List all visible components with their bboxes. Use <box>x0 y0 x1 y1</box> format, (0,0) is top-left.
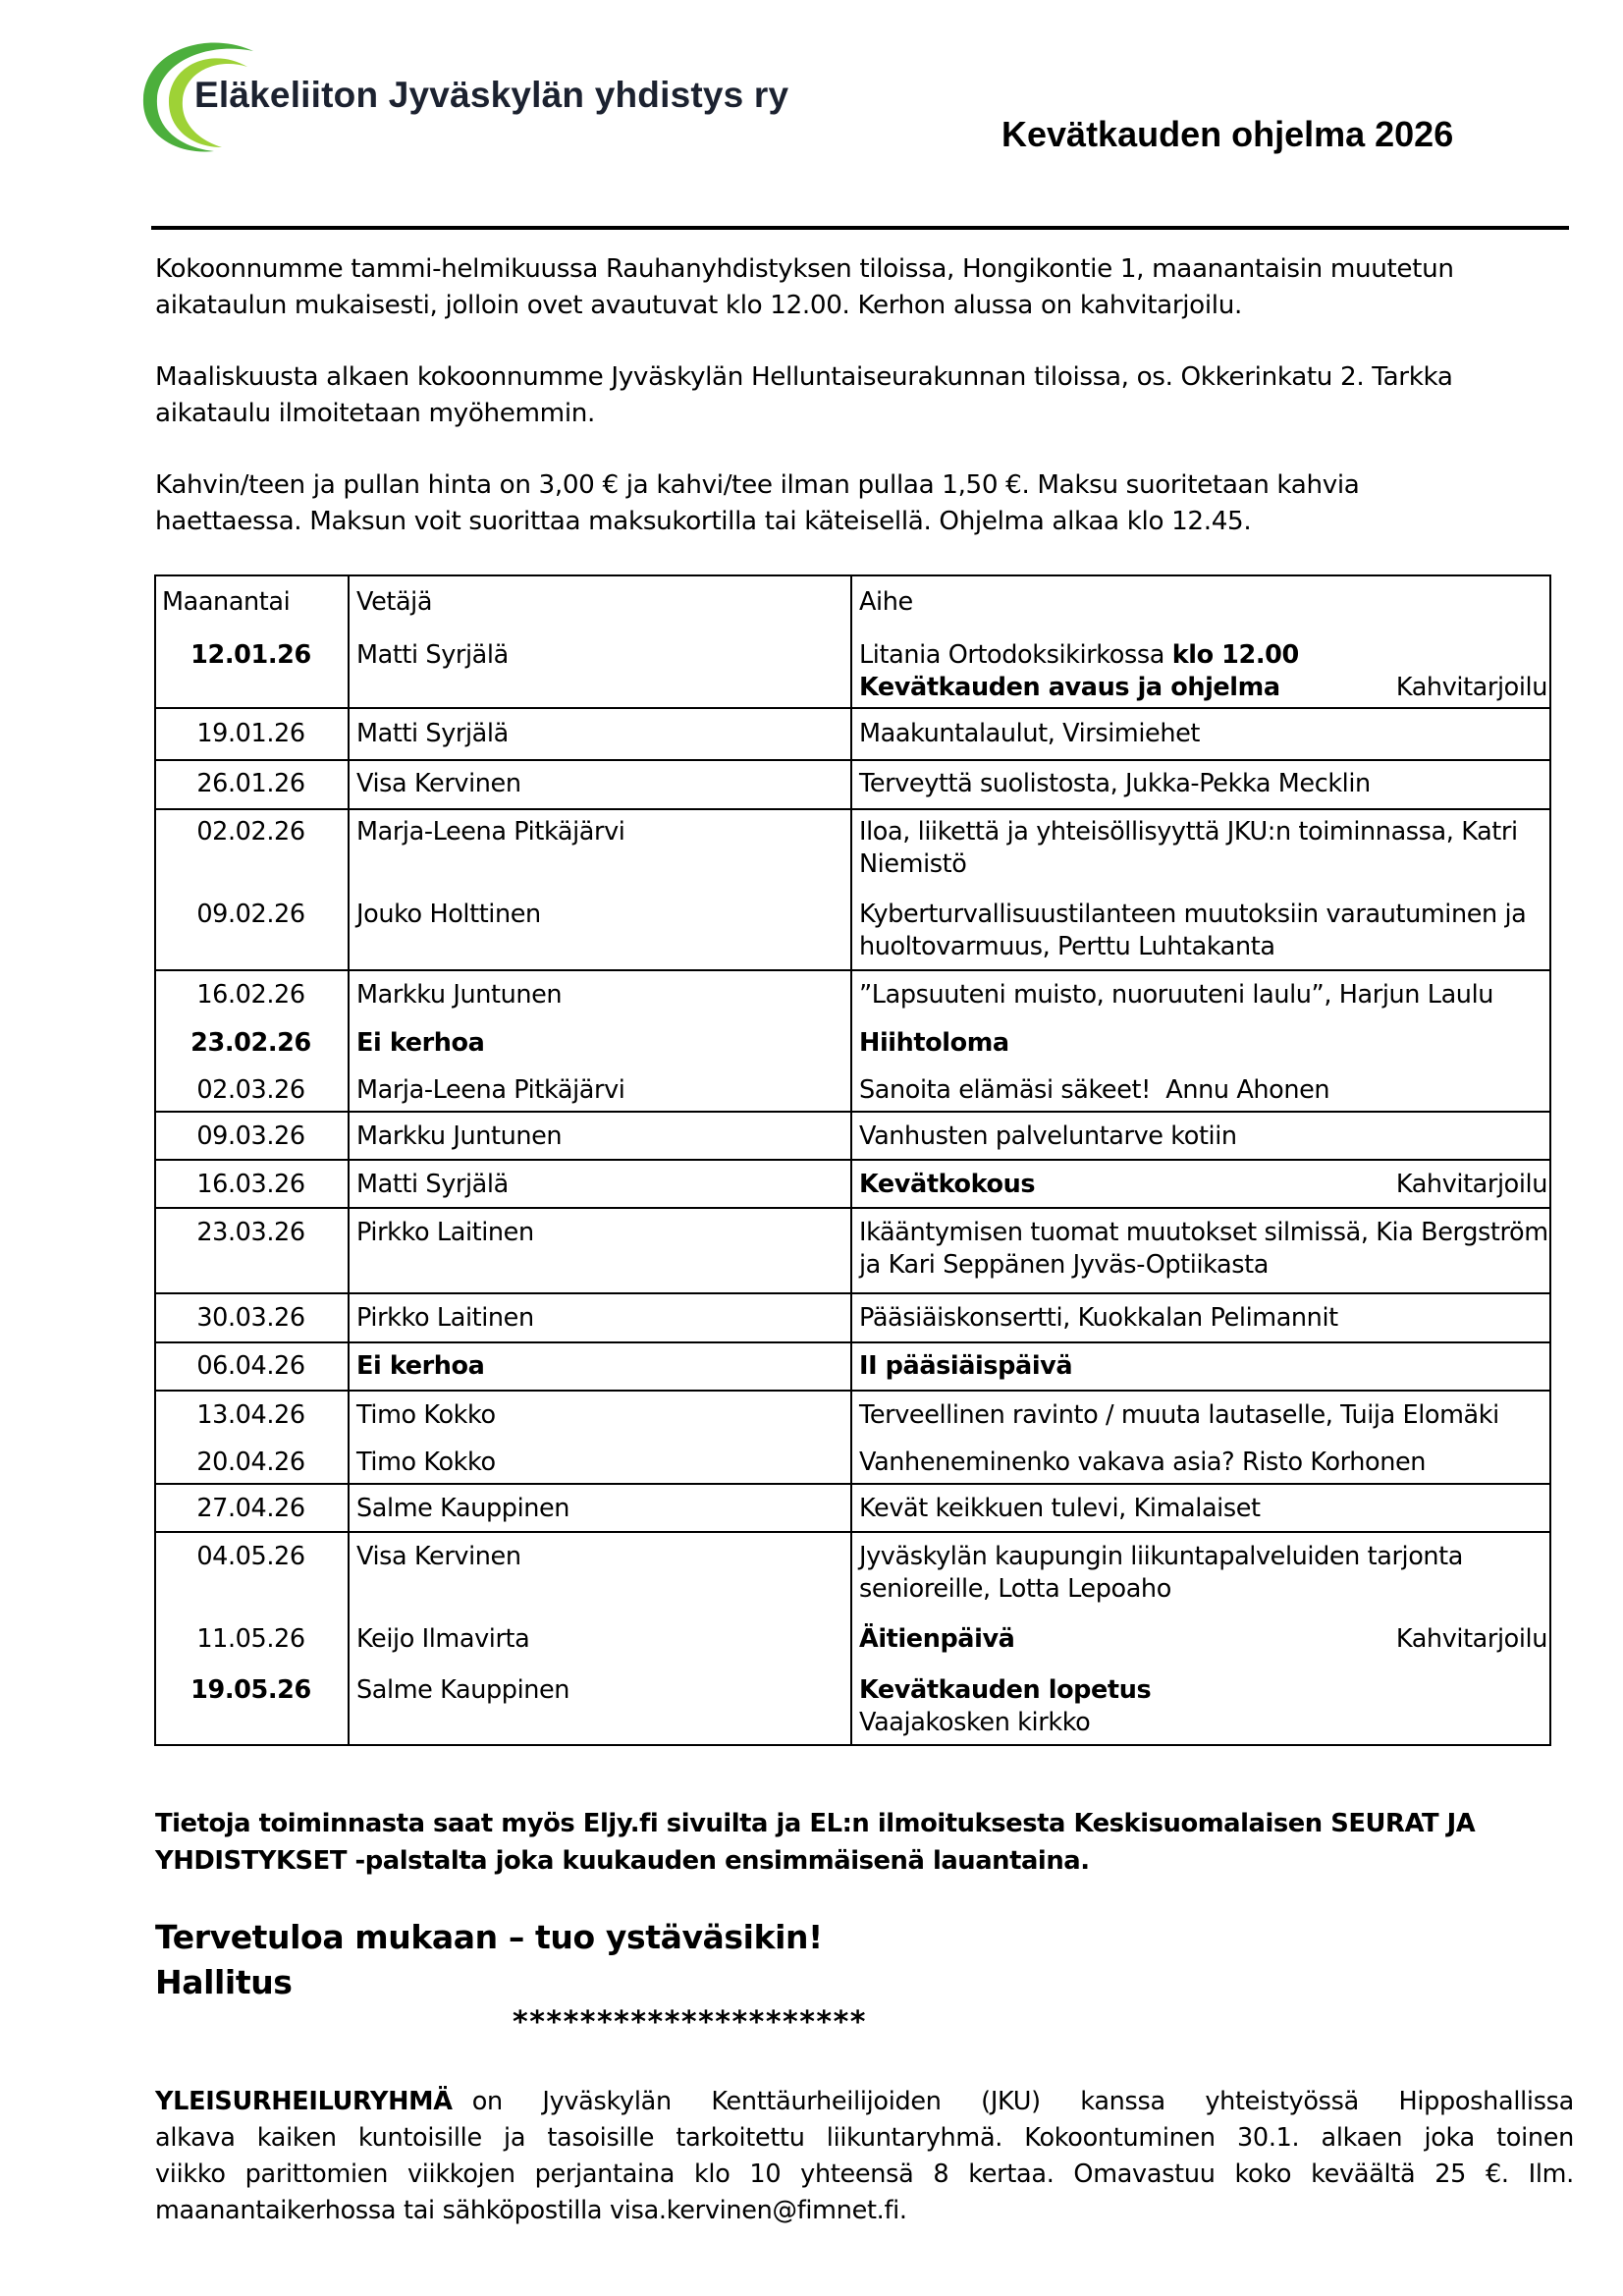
row-leader: Visa Kervinen <box>356 769 521 798</box>
row-leader: Matti Syrjälä <box>356 719 509 748</box>
row-divider <box>154 1341 1551 1343</box>
row-date: 26.01.26 <box>196 769 305 798</box>
section-title: YLEISURHEILURYHMÄ <box>155 2087 453 2116</box>
welcome-text: Tervetuloa mukaan – tuo ystäväsikin! <box>155 1918 823 1956</box>
row-coffee-note: Kahvitarjoilu <box>1395 673 1547 702</box>
organization-name: Eläkeliiton Jyväskylän yhdistys ry <box>194 75 789 115</box>
page-title: Kevätkauden ohjelma 2026 <box>1001 114 1454 154</box>
row-divider <box>154 1390 1551 1392</box>
row-topic-line2: ja Kari Seppänen Jyväs-Optiikasta <box>859 1250 1269 1280</box>
row-date: 23.03.26 <box>196 1218 305 1247</box>
row-leader: Timo Kokko <box>356 1400 496 1430</box>
paragraph-line <box>155 2120 1574 2157</box>
row-divider <box>154 1207 1551 1209</box>
row-topic-line2: Vaajakosken kirkko <box>859 1708 1091 1737</box>
intro-line: Maaliskuusta alkaen kokoonnumme Jyväskylän Helluntaiseurakunnan tiloissa, os. Okkerinkatu 2. Tarkka <box>155 362 1453 392</box>
row-date: 06.04.26 <box>196 1351 305 1381</box>
program-table <box>154 574 1551 1746</box>
row-topic: Kevätkokous <box>859 1170 1036 1199</box>
paragraph-text: maanantaikerhossa tai sähköpostilla visa.kervinen@fimnet.fi. <box>155 2196 907 2225</box>
row-topic: Hiihtoloma <box>859 1028 1009 1058</box>
row-leader: Marja-Leena Pitkäjärvi <box>356 1075 625 1105</box>
paragraph-text: alkava kaiken kuntoisille ja tasoisille tarkoitettu liikuntaryhmä. Kokoontuminen 30.1. alkaen joka toinen <box>155 2123 1574 2153</box>
separator-stars: ********************* <box>513 2005 867 2040</box>
row-divider <box>154 1483 1551 1485</box>
topic-text: Litania Ortodoksikirkossa <box>859 640 1172 670</box>
intro-line: Kokoonnumme tammi-helmikuussa Rauhanyhdistyksen tiloissa, Hongikontie 1, maanantaisin muutetun <box>155 254 1454 284</box>
row-topic <box>859 639 1299 672</box>
row-date: 02.02.26 <box>196 817 305 847</box>
paragraph-line <box>155 2157 1574 2193</box>
row-leader: Salme Kauppinen <box>356 1494 570 1523</box>
welcome-message <box>155 1915 823 2005</box>
row-coffee-note: Kahvitarjoilu <box>1395 1170 1547 1199</box>
row-topic-line2: Niemistö <box>859 849 967 879</box>
row-topic: Äitienpäivä <box>859 1624 1015 1654</box>
row-leader: Markku Juntunen <box>356 1121 563 1151</box>
row-date: 13.04.26 <box>196 1400 305 1430</box>
row-date: 12.01.26 <box>190 640 311 670</box>
intro-paragraph-meeting-place <box>155 251 1569 324</box>
row-date: 11.05.26 <box>196 1624 305 1654</box>
organization-logo <box>137 37 805 155</box>
row-leader: Keijo Ilmavirta <box>356 1624 530 1654</box>
row-leader: Marja-Leena Pitkäjärvi <box>356 817 625 847</box>
row-leader: Markku Juntunen <box>356 980 563 1010</box>
row-topic: Terveyttä suolistosta, Jukka-Pekka Mecklin <box>859 769 1371 798</box>
row-topic: Sanoita elämäsi säkeet! Annu Ahonen <box>859 1075 1330 1105</box>
column-header-leader: Vetäjä <box>356 587 433 617</box>
row-divider <box>154 759 1551 761</box>
intro-paragraph-march-location <box>155 359 1569 432</box>
row-topic-line2: huoltovarmuus, Perttu Luhtakanta <box>859 932 1275 961</box>
row-leader: Ei kerhoa <box>356 1028 485 1058</box>
row-leader: Pirkko Laitinen <box>356 1218 534 1247</box>
row-divider <box>154 707 1551 709</box>
row-topic: Iloa, liikettä ja yhteisöllisyyttä JKU:n toiminnassa, Katri <box>859 817 1518 847</box>
paragraph-text: viikko parittomien viikkojen perjantaina klo 10 yhteensä 8 kertaa. Omavastuu koko keväältä 25 €. Ilm. <box>155 2159 1574 2189</box>
row-date: 09.02.26 <box>196 900 305 929</box>
row-date: 16.02.26 <box>196 980 305 1010</box>
row-date: 02.03.26 <box>196 1075 305 1105</box>
row-date: 04.05.26 <box>196 1542 305 1571</box>
intro-line: aikataulun mukaisesti, jolloin ovet avautuvat klo 12.00. Kerhon alussa on kahvitarjoilu. <box>155 291 1242 320</box>
row-leader: Matti Syrjälä <box>356 1170 509 1199</box>
row-divider <box>154 808 1551 810</box>
row-date: 16.03.26 <box>196 1170 305 1199</box>
row-date: 20.04.26 <box>196 1448 305 1477</box>
row-topic: Maakuntalaulut, Virsimiehet <box>859 719 1200 748</box>
row-topic-line2: Kevätkauden avaus ja ohjelma <box>859 673 1280 702</box>
row-topic: II pääsiäispäivä <box>859 1351 1073 1381</box>
row-date: 19.05.26 <box>190 1675 311 1705</box>
intro-line: aikataulu ilmoitetaan myöhemmin. <box>155 399 595 428</box>
row-divider <box>154 1531 1551 1533</box>
row-divider <box>154 1159 1551 1161</box>
row-topic: Vanhusten palveluntarve kotiin <box>859 1121 1237 1151</box>
row-leader: Salme Kauppinen <box>356 1675 570 1705</box>
row-date: 30.03.26 <box>196 1303 305 1333</box>
row-date: 23.02.26 <box>190 1028 311 1058</box>
row-topic: ”Lapsuuteni muisto, nuoruuteni laulu”, Harjun Laulu <box>859 980 1494 1010</box>
row-divider <box>154 1111 1551 1113</box>
column-header-date: Maanantai <box>162 587 291 617</box>
paragraph-line <box>155 2193 1574 2229</box>
row-date: 19.01.26 <box>196 719 305 748</box>
table-border <box>154 574 1551 576</box>
signature: Hallitus <box>155 1963 293 2001</box>
intro-line: haettaessa. Maksun voit suorittaa maksukortilla tai käteisellä. Ohjelma alkaa klo 12.45. <box>155 507 1252 536</box>
row-topic: Ikääntymisen tuomat muutokset silmissä, Kia Bergström <box>859 1218 1548 1247</box>
row-topic: Pääsiäiskonsertti, Kuokkalan Pelimannit <box>859 1303 1338 1333</box>
paragraph-line <box>155 2084 1574 2120</box>
row-topic: Kevät keikkuen tulevi, Kimalaiset <box>859 1494 1261 1523</box>
topic-time: klo 12.00 <box>1171 640 1299 670</box>
paragraph-text: on Jyväskylän Kenttäurheilijoiden (JKU) kanssa yhteistyössä Hipposhallissa <box>471 2087 1574 2116</box>
row-topic: Kevätkauden lopetus <box>859 1675 1152 1705</box>
row-leader: Matti Syrjälä <box>356 640 509 670</box>
intro-line: Kahvin/teen ja pullan hinta on 3,00 € ja kahvi/tee ilman pullaa 1,50 €. Maksu suoritetaan kahvia <box>155 470 1360 500</box>
header-divider <box>151 226 1569 230</box>
row-leader: Ei kerhoa <box>356 1351 485 1381</box>
row-date: 09.03.26 <box>196 1121 305 1151</box>
info-line: YHDISTYKSET -palstalta joka kuukauden ensimmäisenä lauantaina. <box>155 1846 1090 1876</box>
info-notice <box>155 1805 1475 1880</box>
row-divider <box>154 969 1551 971</box>
info-line: Tietoja toiminnasta saat myös Eljy.fi sivuilta ja EL:n ilmoituksesta Keskisuomalaisen SEURAT JA <box>155 1809 1476 1838</box>
row-leader: Timo Kokko <box>356 1448 496 1477</box>
row-topic-line2: senioreille, Lotta Lepoaho <box>859 1574 1171 1604</box>
row-topic: Terveellinen ravinto / muuta lautaselle, Tuija Elomäki <box>859 1400 1499 1430</box>
row-date: 27.04.26 <box>196 1494 305 1523</box>
row-leader: Visa Kervinen <box>356 1542 521 1571</box>
row-topic: Jyväskylän kaupungin liikuntapalveluiden tarjonta <box>859 1542 1464 1571</box>
row-leader: Jouko Holttinen <box>356 900 541 929</box>
intro-paragraph-prices <box>155 467 1569 540</box>
row-topic: Kyberturvallisuustilanteen muutoksiin varautuminen ja <box>859 900 1527 929</box>
column-header-topic: Aihe <box>859 587 913 617</box>
row-divider <box>154 1292 1551 1294</box>
athletics-group-paragraph <box>155 2084 1574 2229</box>
row-leader: Pirkko Laitinen <box>356 1303 534 1333</box>
row-topic: Vanheneminenko vakava asia? Risto Korhonen <box>859 1448 1427 1477</box>
table-border <box>154 1744 1551 1746</box>
row-coffee-note: Kahvitarjoilu <box>1395 1624 1547 1654</box>
